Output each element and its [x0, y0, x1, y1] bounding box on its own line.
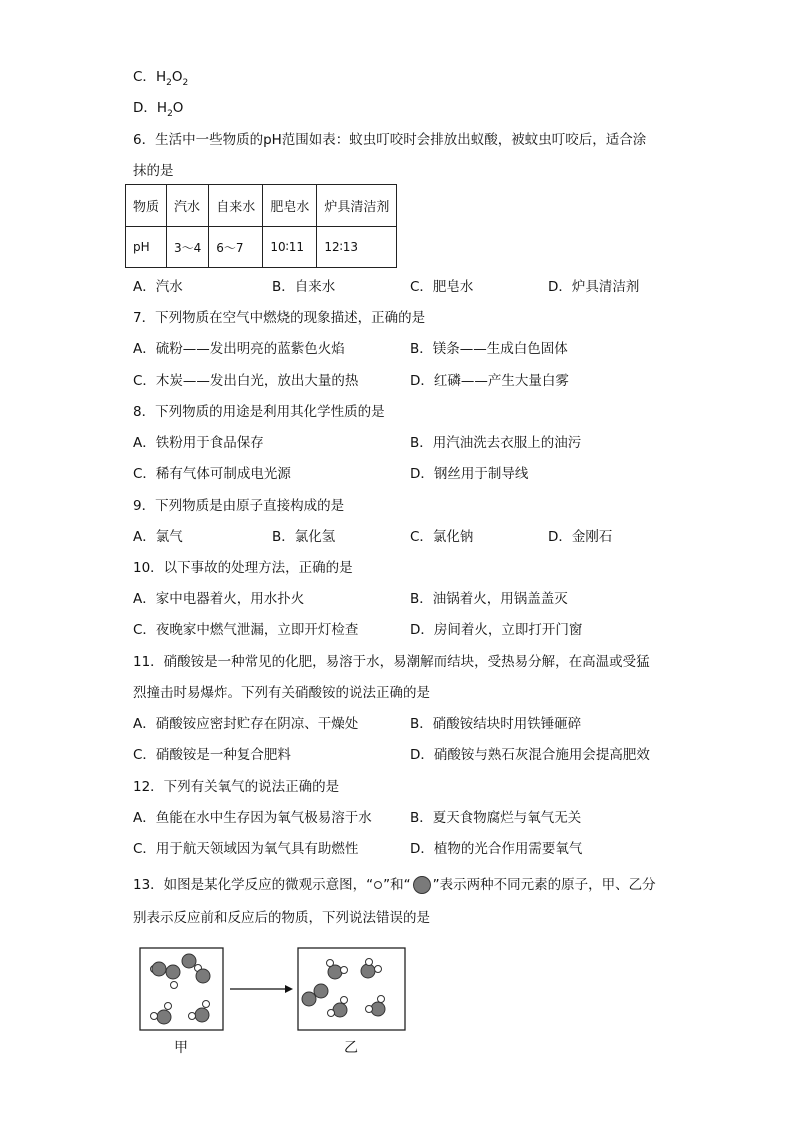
q10-stem: 10．以下事故的处理方法，正确的是 — [133, 560, 353, 576]
small-atom — [327, 960, 334, 967]
q11-stem-line1: 11．硝酸铵是一种常见的化肥，易溶于水，易潮解而结块，受热易分解，在高温或受猛 — [133, 654, 650, 670]
table-cell: 3～4 — [167, 227, 209, 268]
option-letter: C． — [133, 69, 156, 85]
small-atom-icon — [374, 881, 382, 889]
stem-text: ”表示两种不同元素的原子，甲、乙分 — [432, 877, 656, 893]
subscript: 2 — [166, 78, 172, 88]
subscript: 2 — [182, 78, 189, 88]
large-atom — [166, 965, 180, 979]
q6-option-a: A．汽水 — [133, 279, 183, 295]
table-cell: 10∶11 — [263, 227, 317, 268]
q5-option-c — [133, 68, 188, 88]
subscript: 2 — [167, 109, 173, 119]
q12-option-a: A．鱼能在水中生存因为氧气极易溶于水 — [133, 810, 372, 826]
q11-option-d: D．硝酸铵与熟石灰混合施用会提高肥效 — [410, 747, 650, 763]
large-atom-icon — [413, 876, 431, 894]
table-header-cell: 炉具清洁剂 — [317, 185, 397, 227]
table-header-row — [126, 185, 397, 227]
small-atom — [165, 1003, 172, 1010]
formula-part: H — [155, 69, 167, 85]
large-atom — [196, 969, 210, 983]
q7-stem: 7．下列物质在空气中燃烧的现象描述，正确的是 — [133, 310, 426, 326]
ph-table — [125, 184, 397, 268]
q5-option-d — [133, 99, 183, 119]
q9-option-b: B．氯化氢 — [272, 529, 336, 545]
q13-stem-line1 — [133, 876, 656, 894]
q9-option-d: D．金刚石 — [548, 529, 613, 545]
q13-stem-line2: 别表示反应前和反应后的物质，下列说法错误的是 — [133, 910, 430, 926]
q11-option-b: B．硝酸铵结块时用铁锤砸碎 — [410, 716, 582, 732]
q12-option-c: C．用于航天领域因为氧气具有助燃性 — [133, 841, 359, 857]
large-atom — [314, 984, 328, 998]
q11-option-c: C．硝酸铵是一种复合肥料 — [133, 747, 291, 763]
q11-option-a: A．硝酸铵应密封贮存在阴凉、干燥处 — [133, 716, 359, 732]
q6-option-d: D．炉具清洁剂 — [548, 279, 640, 295]
q12-option-d: D．植物的光合作用需要氧气 — [410, 841, 583, 857]
q7-option-a: A．硫粉——发出明亮的蓝紫色火焰 — [133, 341, 345, 357]
q6-option-c: C．肥皂水 — [410, 279, 474, 295]
small-atom — [203, 1001, 210, 1008]
table-cell: 6～7 — [209, 227, 263, 268]
q10-option-a: A．家中电器着火，用水扑火 — [133, 591, 305, 607]
large-atom — [333, 1003, 347, 1017]
formula-part: H — [156, 100, 168, 116]
q6-stem-line1: 6．生活中一些物质的pH范围如表：蚊虫叮咬时会排放出蚁酸，被蚊虫叮咬后，适合涂 — [133, 132, 647, 148]
large-atom — [182, 954, 196, 968]
q8-option-b: B．用汽油洗去衣服上的油污 — [410, 435, 582, 451]
q9-stem: 9．下列物质是由原子直接构成的是 — [133, 498, 345, 514]
large-atom — [157, 1010, 171, 1024]
table-header-cell: 自来水 — [209, 185, 263, 227]
small-atom — [378, 996, 385, 1003]
table-cell: pH — [126, 227, 167, 268]
small-atom — [375, 966, 382, 973]
small-atom — [189, 1013, 196, 1020]
table-row — [126, 227, 397, 268]
q10-option-d: D．房间着火，立即打开门窗 — [410, 622, 583, 638]
q10-option-b: B．油锅着火，用锅盖盖灭 — [410, 591, 568, 607]
large-atom — [302, 992, 316, 1006]
label-before: 甲 — [174, 1040, 188, 1056]
large-atom — [361, 964, 375, 978]
small-atom — [151, 1013, 158, 1020]
formula-part: O — [172, 100, 184, 116]
after-molecules — [302, 959, 385, 1018]
table-header-cell: 汽水 — [167, 185, 209, 227]
q6-stem-line2: 抹的是 — [133, 163, 174, 179]
table-header-cell: 物质 — [126, 185, 167, 227]
large-atom — [328, 965, 342, 979]
arrow-head-icon — [285, 985, 293, 993]
small-atom — [328, 1010, 335, 1017]
large-atom — [371, 1002, 385, 1016]
q10-option-c: C．夜晚家中燃气泄漏，立即开灯检查 — [133, 622, 359, 638]
reaction-diagram — [135, 940, 415, 1070]
q6-option-b: B．自来水 — [272, 279, 336, 295]
stem-text: 13．如图是某化学反应的微观示意图，“ — [133, 877, 374, 893]
table-cell: 12∶13 — [317, 227, 397, 268]
large-atom — [152, 962, 166, 976]
option-letter: D． — [133, 100, 157, 116]
q9-option-a: A．氯气 — [133, 529, 183, 545]
q7-option-c: C．木炭——发出白光，放出大量的热 — [133, 373, 359, 389]
small-atom — [171, 982, 178, 989]
q12-stem: 12．下列有关氧气的说法正确的是 — [133, 779, 340, 795]
large-atom — [195, 1008, 209, 1022]
small-atom — [341, 997, 348, 1004]
q7-option-d: D．红磷——产生大量白雾 — [410, 373, 569, 389]
q8-option-a: A．铁粉用于食品保存 — [133, 435, 264, 451]
formula-part: O — [171, 69, 183, 85]
small-atom — [341, 967, 348, 974]
small-atom — [366, 959, 373, 966]
before-molecules — [151, 954, 211, 1024]
q8-option-c: C．稀有气体可制成电光源 — [133, 466, 291, 482]
q8-stem: 8．下列物质的用途是利用其化学性质的是 — [133, 404, 385, 420]
q11-stem-line2: 烈撞击时易爆炸。下列有关硝酸铵的说法正确的是 — [133, 685, 430, 701]
q12-option-b: B．夏天食物腐烂与氧气无关 — [410, 810, 582, 826]
stem-text: ”和“ — [383, 877, 411, 893]
table-header-cell: 肥皂水 — [263, 185, 317, 227]
label-after: 乙 — [344, 1040, 358, 1056]
small-atom — [366, 1006, 373, 1013]
q9-option-c: C．氯化钠 — [410, 529, 474, 545]
q7-option-b: B．镁条——生成白色固体 — [410, 341, 568, 357]
q8-option-d: D．钢丝用于制导线 — [410, 466, 529, 482]
